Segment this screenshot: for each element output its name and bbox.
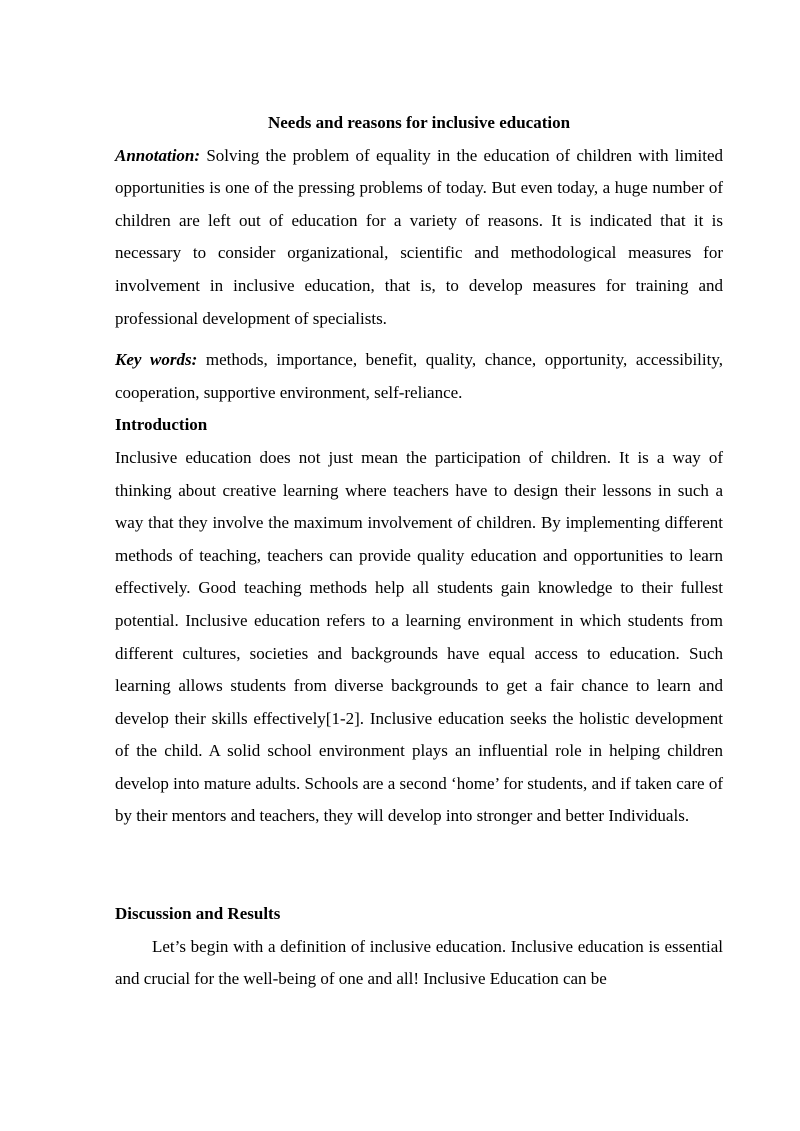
keywords-text: methods, importance, benefit, quality, chance, opportunity, accessibility, cooperation, supportive environment, self-reliance. (115, 350, 723, 402)
keywords-label: Key words: (115, 350, 198, 370)
annotation-label: Annotation: (115, 145, 201, 165)
document-title: Needs and reasons for inclusive education (267, 113, 571, 132)
keywords-paragraph (115, 344, 723, 409)
discussion-paragraph: Let’s begin with a definition of inclusive education. Inclusive education is essential and crucial for the well-being of one and all! Inclusive Education can be (115, 936, 723, 989)
introduction-paragraph: Inclusive education does not just mean the participation of children. It is a way of thinking about creative learning where teachers have to design their lessons in such a way that they involve the maximum involvement of children. By implementing different methods of teaching, teachers can provide quality education and opportunities to learn effectively. Good teaching methods help all students gain knowledge to their fullest potential. Inclusive education refers to a learning environment in which students from different cultures, societies and backgrounds have equal access to education. Such learning allows students from diverse backgrounds to get a fair chance to learn and develop their skills effectively[1-2]. Inclusive education seeks the holistic development of the child. A solid school environment plays an influential role in helping children develop into mature adults. Schools are a second ‘home’ for students, and if taken care of by their mentors and teachers, they will develop into stronger and better Individuals. (115, 447, 723, 826)
document-page (115, 107, 723, 996)
introduction-heading: Introduction (115, 415, 208, 435)
discussion-heading: Discussion and Results (115, 904, 281, 924)
annotation-text: Solving the problem of equality in the education of children with limited opportunities is one of the pressing problems of today. But even today, a huge number of children are left out of education for a variety of reasons. It is indicated that it is necessary to consider organizational, scientific and methodological measures for involvement in inclusive education, that is, to develop measures for training and professional development of specialists. (115, 145, 723, 328)
annotation-paragraph (115, 140, 723, 336)
